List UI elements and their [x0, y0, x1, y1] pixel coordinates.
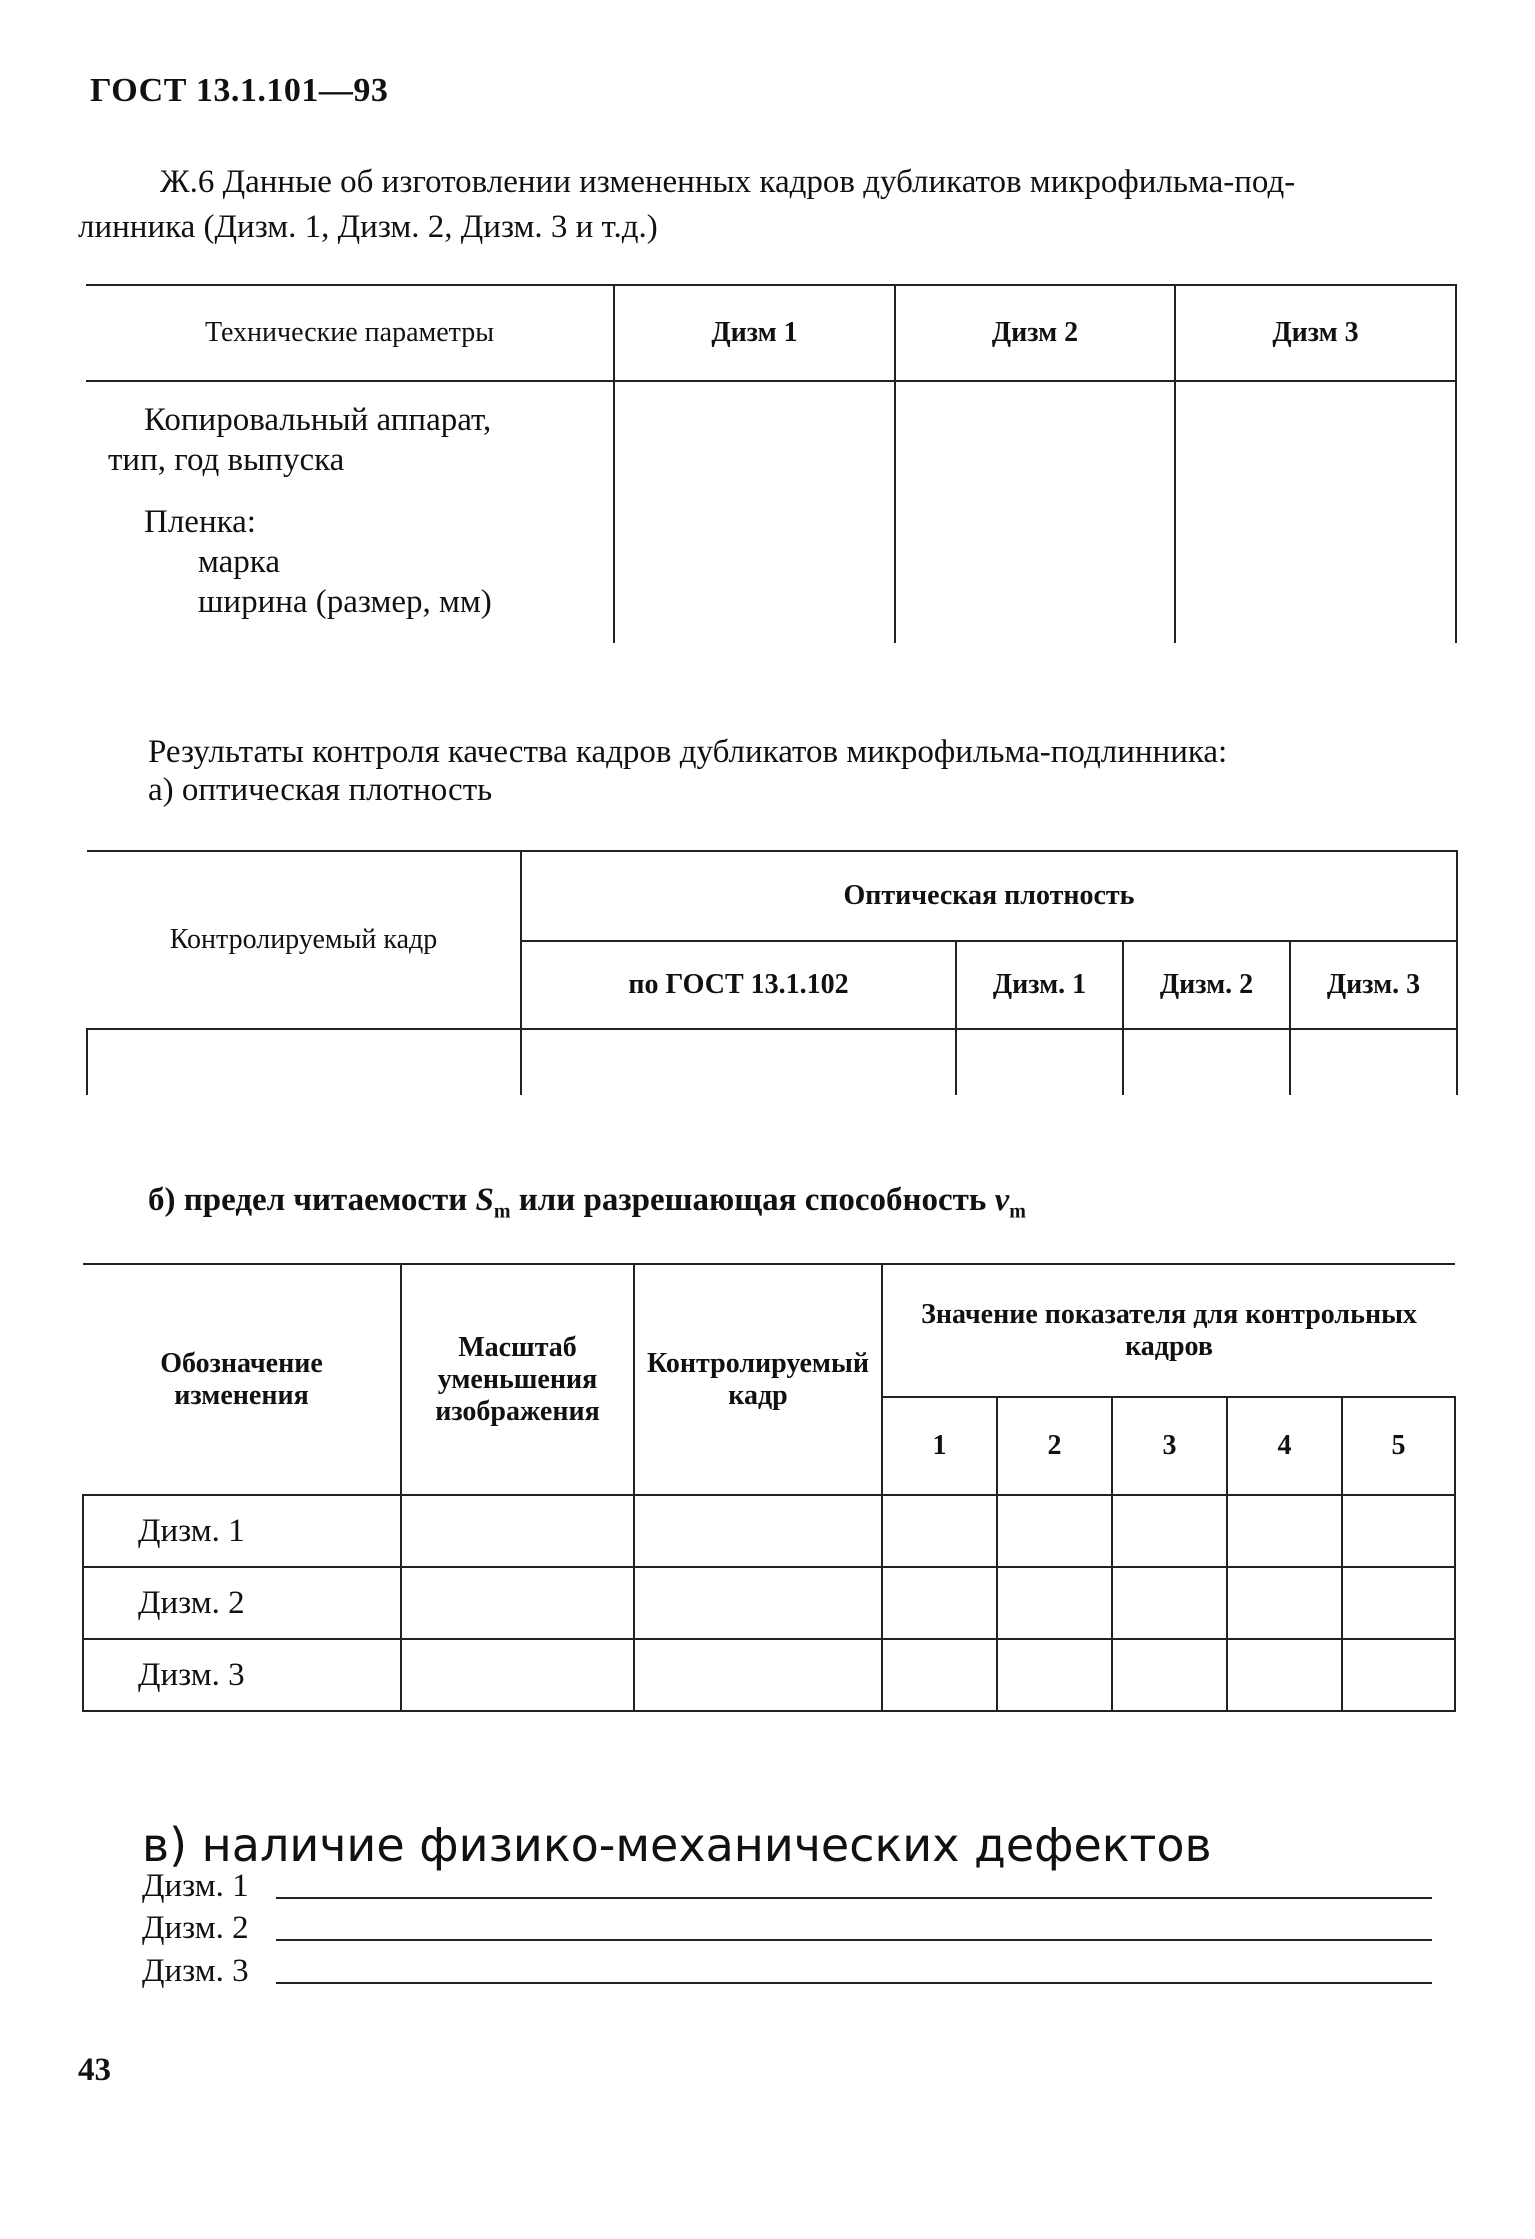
section-zh6-line2: линника (Дизм. 1, Дизм. 2, Дизм. 3 и т.д.) [78, 209, 658, 245]
od-cell [521, 1029, 956, 1095]
cell [634, 1495, 882, 1567]
th-frame-line1: Контролируемый [646, 1347, 870, 1379]
th-indicator-line2: кадров [1125, 1330, 1213, 1362]
th-indicator-value [882, 1264, 1455, 1397]
th-od-dizm-2: Дизм. 2 [1123, 941, 1290, 1029]
th-od-dizm-1: Дизм. 1 [956, 941, 1123, 1029]
th-frame-4: 4 [1227, 1397, 1342, 1495]
defect-label-1: Дизм. 1 [142, 1868, 249, 1904]
row-dizm-2: Дизм. 2 [83, 1567, 401, 1639]
sub-v: m [1009, 1200, 1026, 1223]
section-v-title: в) наличие физико-механических дефектов [142, 1818, 1212, 1872]
copier-line2: тип, год выпуска [108, 442, 345, 478]
cell [1112, 1639, 1227, 1711]
th-frame-5: 5 [1342, 1397, 1455, 1495]
th-dizm-2: Дизм 2 [895, 285, 1175, 381]
th-scale-line3: изображения [435, 1395, 600, 1427]
defect-label-3: Дизм. 3 [142, 1953, 249, 1989]
th-frame-line2: кадр [728, 1379, 788, 1411]
th-controlled-frame-3 [634, 1264, 882, 1495]
parameters-cell [86, 381, 614, 643]
th-reduction-scale [401, 1264, 634, 1495]
cell [1342, 1639, 1455, 1711]
cell [997, 1495, 1112, 1567]
th-indicator-line1: Значение показателя для контрольных [921, 1298, 1417, 1330]
defect-line-3 [276, 1982, 1432, 1984]
th-od-dizm-3: Дизм. 3 [1290, 941, 1457, 1029]
cell [634, 1639, 882, 1711]
film-brand: марка [198, 544, 280, 580]
th-technical-parameters: Технические параметры [86, 285, 614, 381]
dizm2-value-cell [895, 381, 1175, 643]
defect-line-2 [276, 1939, 1432, 1941]
results-line2: а) оптическая плотность [148, 772, 493, 808]
cell [634, 1567, 882, 1639]
cell [1227, 1639, 1342, 1711]
cell [997, 1567, 1112, 1639]
od-cell [1290, 1029, 1457, 1095]
defect-label-2: Дизм. 2 [142, 1910, 249, 1946]
th-scale-line2: уменьшения [437, 1363, 598, 1395]
cell [1342, 1495, 1455, 1567]
film-width: ширина (размер, мм) [198, 584, 492, 620]
th-gost-13-1-102: по ГОСТ 13.1.102 [521, 941, 956, 1029]
cell [997, 1639, 1112, 1711]
th-frame-1: 1 [882, 1397, 997, 1495]
th-frame-3: 3 [1112, 1397, 1227, 1495]
od-cell [1123, 1029, 1290, 1095]
readability-table [82, 1263, 1456, 1712]
od-cell [87, 1029, 521, 1095]
cell [882, 1639, 997, 1711]
results-line1: Результаты контроля качества кадров дубликатов микрофильма-подлинника: [148, 734, 1228, 770]
th-frame-2: 2 [997, 1397, 1112, 1495]
page-number: 43 [78, 2052, 111, 2088]
optical-density-table [86, 850, 1458, 1095]
section-b-line [148, 1178, 1026, 1235]
var-v: v [994, 1182, 1010, 1218]
od-cell [956, 1029, 1123, 1095]
film-label: Пленка: [144, 504, 256, 540]
cell [401, 1495, 634, 1567]
cell [1342, 1567, 1455, 1639]
cell [1227, 1567, 1342, 1639]
cell [401, 1567, 634, 1639]
th-optical-density: Оптическая плотность [521, 851, 1457, 941]
dizm3-value-cell [1175, 381, 1456, 643]
cell [1227, 1495, 1342, 1567]
th-dizm-3: Дизм 3 [1175, 285, 1456, 381]
cell [401, 1639, 634, 1711]
cell [1112, 1567, 1227, 1639]
section-zh6-line1: Ж.6 Данные об изготовлении измененных кадров дубликатов микрофильма-под- [160, 164, 1296, 200]
th-change-line1: Обозначение [160, 1347, 323, 1379]
th-controlled-frame: Контролируемый кадр [87, 851, 521, 1029]
sub-s: m [493, 1200, 511, 1223]
technical-parameters-table [86, 284, 1457, 643]
th-change-line2: изменения [174, 1379, 309, 1411]
row-dizm-1: Дизм. 1 [83, 1495, 401, 1567]
cell [882, 1495, 997, 1567]
var-s: S [475, 1182, 494, 1218]
copier-line1: Копировальный аппарат, [144, 402, 492, 438]
cell [1112, 1495, 1227, 1567]
cell [882, 1567, 997, 1639]
document-code: ГОСТ 13.1.101—93 [90, 72, 389, 109]
section-b-prefix: б) предел читаемости [148, 1182, 476, 1218]
defect-line-1 [276, 1897, 1432, 1899]
th-scale-line1: Масштаб [458, 1331, 577, 1363]
th-change-designation [83, 1264, 401, 1495]
th-dizm-1: Дизм 1 [614, 285, 895, 381]
row-dizm-3: Дизм. 3 [83, 1639, 401, 1711]
dizm1-value-cell [614, 381, 895, 643]
section-b-middle: или разрешающая способность [510, 1182, 995, 1218]
